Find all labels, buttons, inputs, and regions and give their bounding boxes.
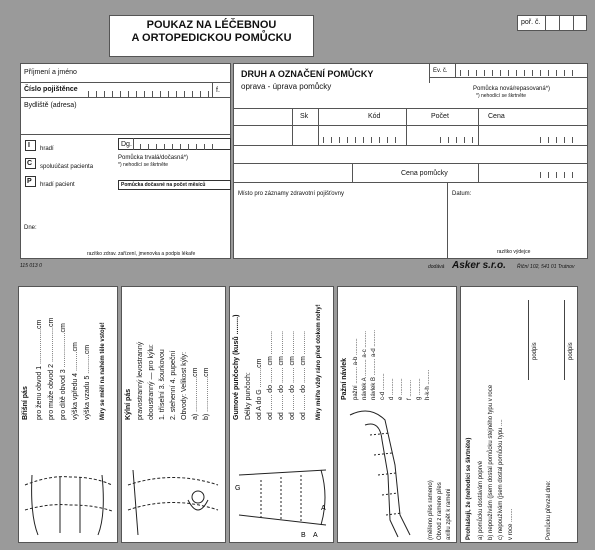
p4-mereni-1: (měřeno přes rameno) — [428, 480, 434, 540]
p5-row-3: c) nepoužívám (jsem dostal pomůcku typu .... — [498, 419, 504, 540]
razitko-label: razítko zdrav. zařízení, jmenovka a podpis lékaře — [87, 251, 196, 257]
form-number: 115 013 0 — [20, 263, 42, 269]
pomucka-nova-label: Pomůcka nová/repasovaná*) — [473, 86, 551, 92]
p3-row-6: od ........ do ........ cm ............ — [300, 330, 307, 420]
datum-label: Datum: — [452, 191, 472, 197]
nehodici-note-1: *) nehodící se škrtněte — [118, 162, 169, 168]
col-pocet-header: Počet — [431, 113, 449, 120]
p1-row-4: výška vpředu 4 ..........cm — [72, 342, 79, 420]
razitko-vydejce-label: razítko výdejce — [497, 249, 531, 255]
form-title-line1: POUKAZ NA LÉČEBNOU — [146, 19, 277, 31]
prijmeni-label: Příjmení a jméno — [24, 69, 77, 76]
p5-title: Prohlašuji, že (nehodící se škrtněte) — [466, 437, 472, 540]
p3-row-1: Délky punčoch: — [245, 372, 252, 420]
p2-row-3: 1. tříselní 3. šourkovou — [159, 349, 166, 420]
p3-illustration — [231, 455, 331, 541]
p4-row-6: e .......... — [398, 378, 404, 400]
payment-I-label: hradí — [40, 146, 54, 152]
p4-illustration — [340, 405, 425, 541]
p4-row-5: d .......... — [389, 378, 395, 400]
p1-illustration — [20, 455, 116, 541]
pomucka-trvala-label: Pomůcka trvalá/dočasná*) — [118, 155, 189, 161]
p5-row-1: a) pomůcku dostávám poprvé — [478, 460, 484, 540]
col-kod-header: Kód — [368, 113, 381, 120]
p4-row-1: pažní .......... a-b .......... — [353, 338, 359, 400]
p5-podpis-2: podpis — [568, 342, 574, 360]
payment-I-box[interactable] — [25, 140, 36, 151]
f-label: f. — [216, 87, 220, 94]
druh-label: DRUH A OZNAČENÍ POMŮCKY — [241, 69, 374, 79]
p1-row-2: pro muže obvod 2 ..................cm — [48, 317, 55, 420]
device-block — [233, 63, 588, 259]
ev-cislo-label: Ev. č. — [433, 68, 448, 74]
company-address: Říční 102, 541 01 Trutnov — [517, 264, 575, 270]
cena-pomucky-label: Cena pomůcky — [401, 170, 448, 177]
company-name: Asker s.r.o. — [452, 260, 506, 271]
p3-row-5: od ........ do ........ cm ............ — [289, 330, 296, 420]
bydliste-label: Bydliště (adresa) — [24, 102, 77, 109]
p2-illustration — [123, 455, 223, 541]
por-cislo-label: poř. č. — [521, 19, 541, 26]
p1-row-1: pro ženu obvod 1 ..................cm — [36, 319, 43, 420]
dg-label: Dg. — [121, 141, 132, 148]
p4-row-9: h-k-h ......... — [425, 369, 431, 400]
payment-P-label: hradí pacient — [40, 182, 75, 188]
payment-P-letter: P — [27, 178, 32, 185]
col-cena-header: Cena — [488, 113, 505, 120]
dne-label: Dne: — [24, 225, 37, 231]
form-title-line2: A ORTOPEDICKOU POMŮCKU — [131, 32, 292, 44]
p2-title: Kýlní pás — [125, 388, 132, 420]
payment-I-letter: I — [28, 142, 30, 149]
p4-title: Pažní návlek — [341, 357, 348, 400]
p2-row-4: 2. stehenní 4. pupeční — [170, 350, 177, 420]
p3-letter-a: A — [321, 505, 326, 512]
p4-mereni-2: Obvod z ramene přes — [437, 482, 443, 540]
p3-letter-g: G — [235, 485, 241, 492]
p5-row-2: b) nepoužívám (jsem dostal pomůcku stejného typu v roce — [488, 384, 494, 540]
p2-row-1: pravostranný levostranný — [137, 341, 144, 420]
p4-row-7: f .......... — [407, 379, 413, 400]
p1-title: Břišní pás — [22, 386, 29, 420]
p4-row-8: g .......... — [416, 378, 422, 400]
p2-row-2: oboustranný — pro kýlu: — [148, 344, 155, 420]
p1-row-3: pro dítě obvod 3 ..................cm — [60, 323, 67, 420]
p3-row-3: od ........ do ........ cm ............ — [267, 330, 274, 420]
p4-row-4: c-d .......... — [380, 373, 386, 400]
p3-letter-b: B — [301, 532, 306, 539]
p3-title: Gumové punčochy (kusů .........) — [233, 314, 240, 420]
payment-C-label: spoluúčast pacienta — [40, 164, 94, 170]
p3-letter-a2: A — [313, 532, 318, 539]
misto-zaznamy-label: Místo pro záznamy zdravotní pojišťovny — [238, 191, 344, 197]
nehodici-note-2: *) nehodící se škrtněte — [476, 93, 527, 99]
p5-podpis-1: podpis — [532, 342, 538, 360]
oprava-label: oprava - úprava pomůcky — [241, 82, 332, 91]
p5-row-4: v roce ........ — [508, 508, 514, 540]
p4-row-3: návlek B .......... a-d .......... — [371, 329, 377, 400]
p3-row-2: od A do G ..........cm — [256, 358, 263, 420]
p2-row-5: Obvody: Velikost kýly: — [181, 351, 188, 420]
p1-note: Míry se měří na nahém těle vstoje! — [100, 322, 106, 420]
p3-row-4: od ........ do ........ cm ............ — [278, 330, 285, 420]
dodava-label: dodává — [428, 264, 445, 270]
col-sk-header: Sk — [300, 113, 309, 120]
pomucka-docasna-label: Pomůcka dočasné na počet měsíců — [121, 182, 206, 188]
p2-row-7: b) ..................cm — [203, 367, 210, 420]
p4-mereni-3: axillu zpět k rameni — [446, 488, 452, 540]
p4-row-2: návlek A .......... a-c .......... — [362, 330, 368, 400]
p1-row-5: výška vzadu 5 ..........cm — [84, 344, 91, 420]
p3-note: Míry měřte vždy ráno před otokem nohy! — [316, 304, 322, 420]
payment-C-letter: C — [27, 160, 33, 167]
cislo-pojistence-label: Číslo pojištěnce — [24, 86, 78, 93]
p5-prevzal: Pomůcku převzal dne: — [546, 480, 552, 540]
p2-row-6: a) ..................cm — [192, 367, 199, 420]
